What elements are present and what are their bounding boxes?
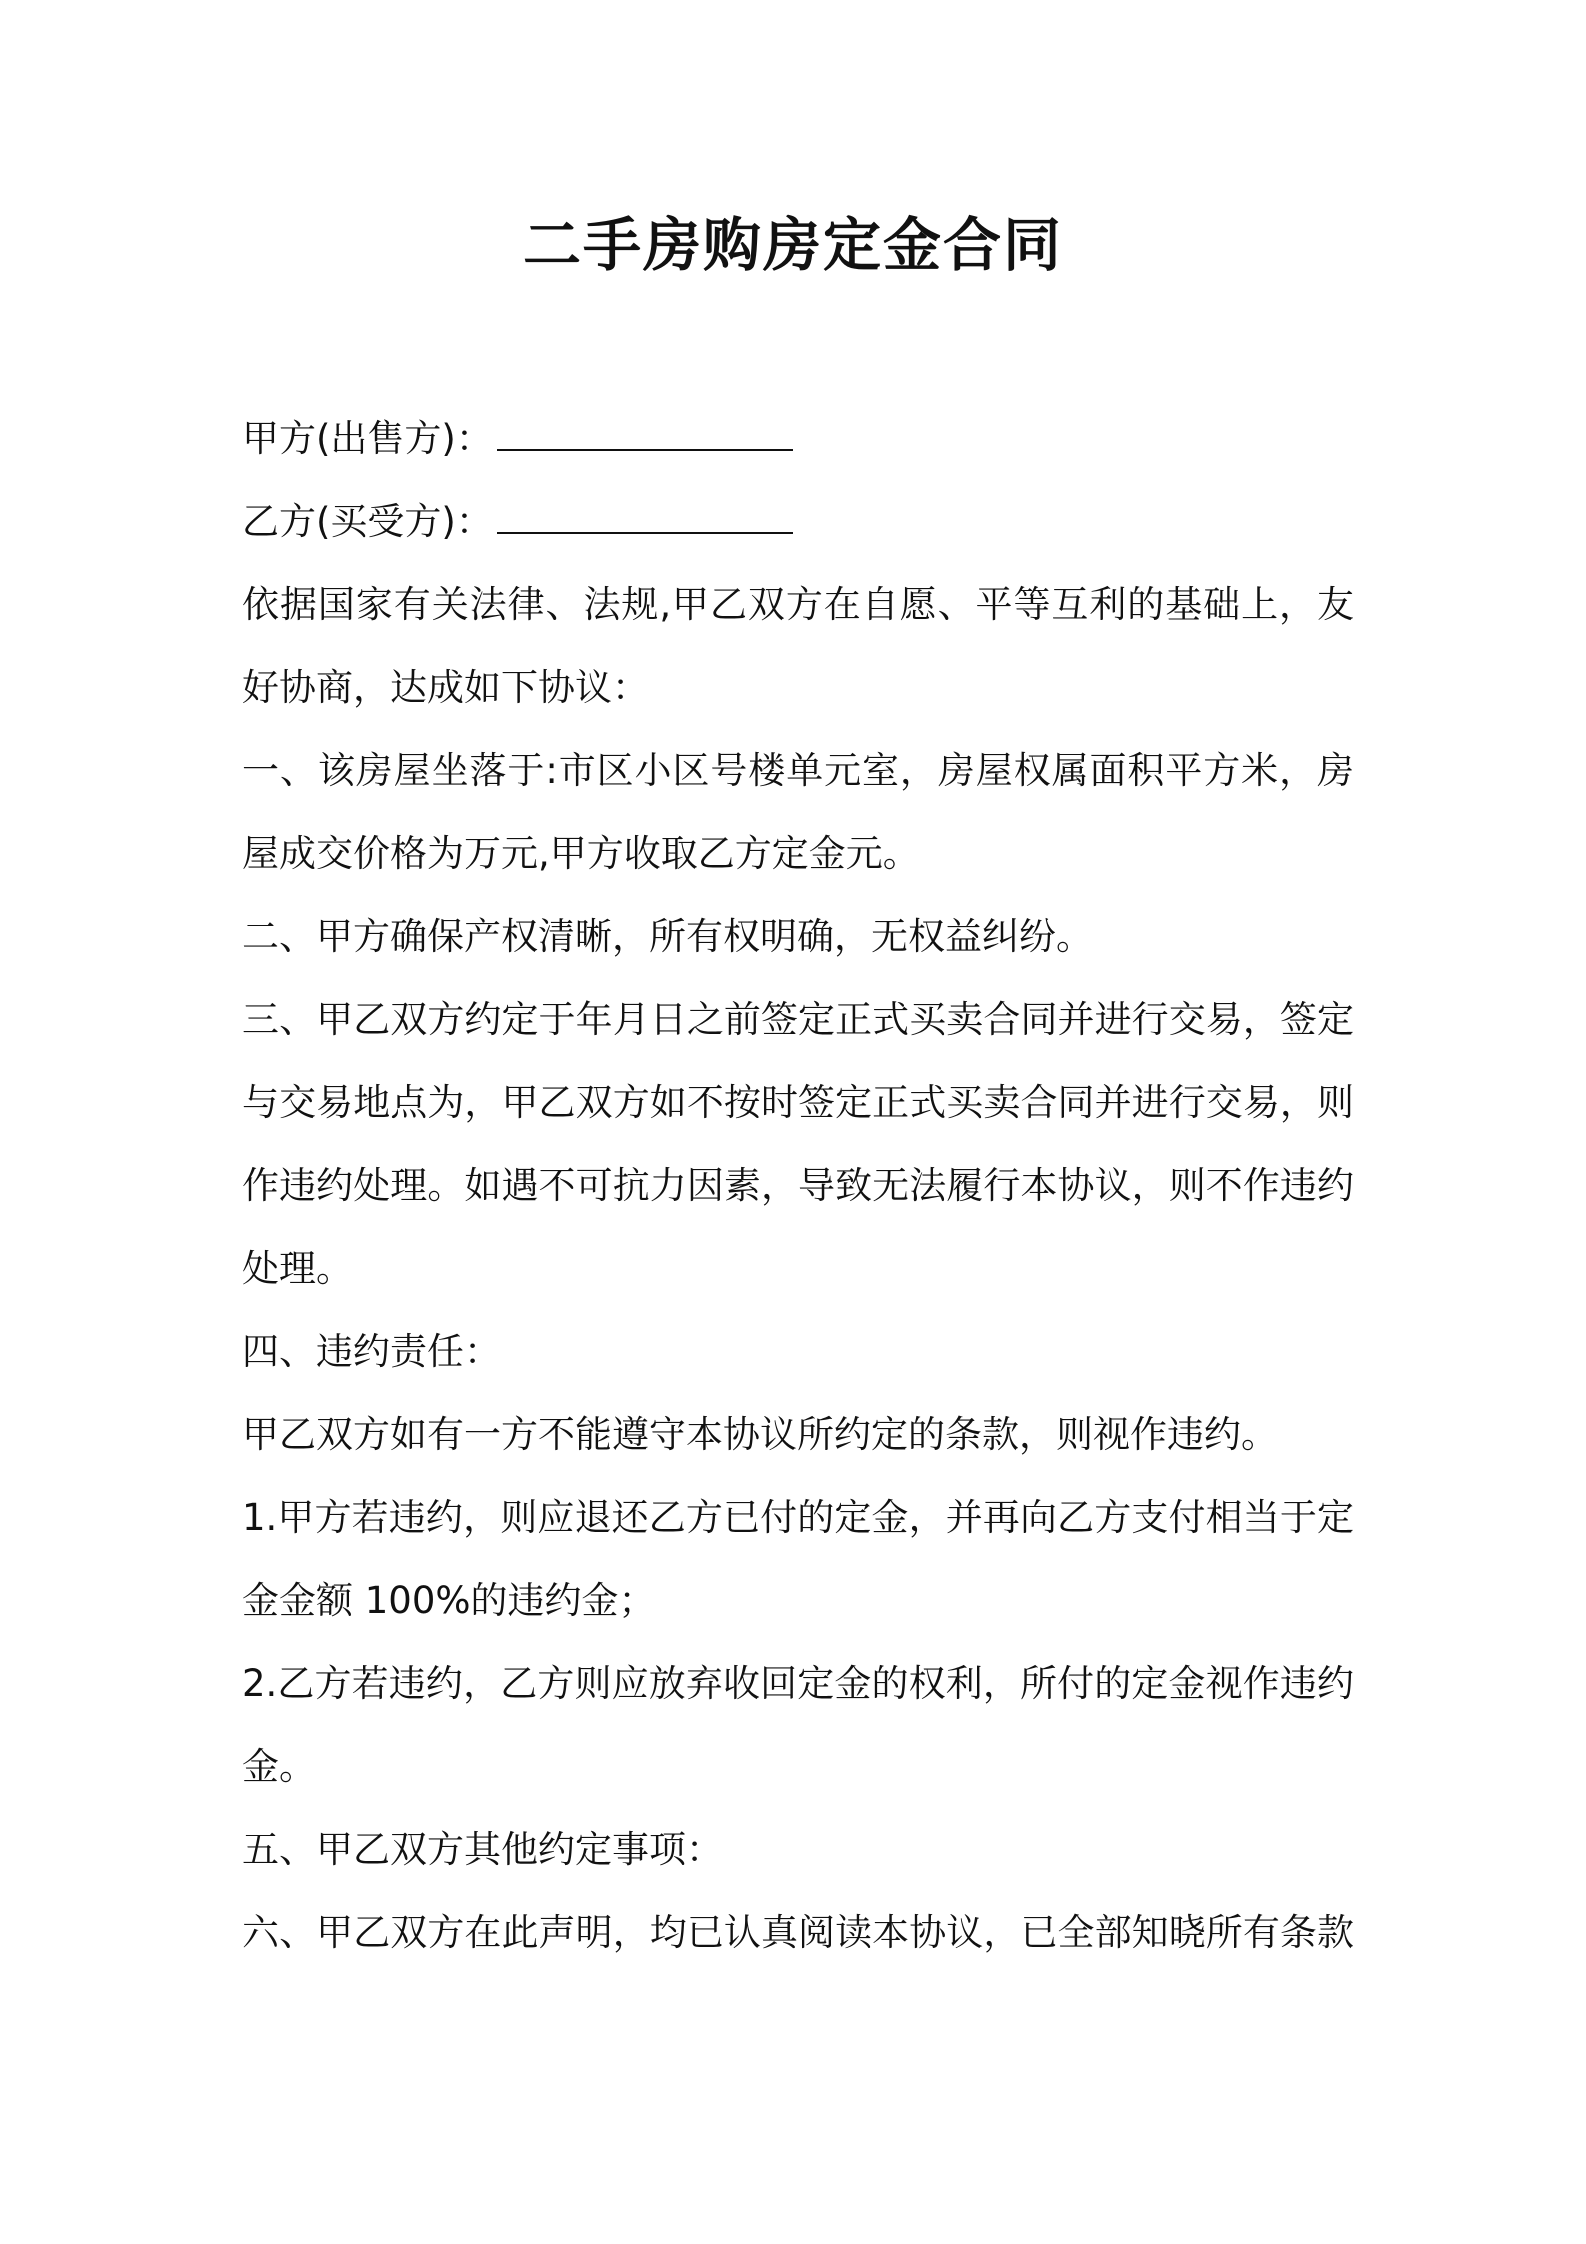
party-b-line [242,480,1354,563]
paragraph-line: 六、甲乙双方在此声明，均已认真阅读本协议，已全部知晓所有条款 [242,1911,1354,1954]
paragraph-line: 与交易地点为，甲乙双方如不按时签定正式买卖合同并进行交易，则 [242,1081,1354,1124]
paragraph-line: 一、该房屋坐落于:市区小区号楼单元室，房屋权属面积平方米，房 [242,749,1354,792]
section-heading: 五、甲乙双方其他约定事项： [242,1828,723,1871]
party-b-blank-field[interactable] [497,498,793,534]
paragraph-line: 金金额 100%的违约金； [242,1579,656,1622]
paragraph-line: 处理。 [242,1247,353,1290]
paragraph-line: 二、甲方确保产权清晰，所有权明确，无权益纠纷。 [242,915,1093,958]
paragraph-line: 甲乙双方如有一方不能遵守本协议所约定的条款，则视作违约。 [242,1413,1278,1456]
party-a-line [242,397,1354,480]
paragraph-line: 1.甲方若违约，则应退还乙方已付的定金，并再向乙方支付相当于定 [242,1496,1354,1539]
paragraph-line: 金。 [242,1745,316,1788]
paragraph-line: 三、甲乙双方约定于年月日之前签定正式买卖合同并进行交易，签定 [242,998,1354,1041]
party-b-label: 乙方(买受方)： [242,500,493,543]
document-title: 二手房购房定金合同 [522,211,1063,279]
paragraph-line: 2.乙方若违约，乙方则应放弃收回定金的权利，所付的定金视作违约 [242,1662,1354,1705]
paragraph-line: 作违约处理。如遇不可抗力因素，导致无法履行本协议，则不作违约 [242,1164,1354,1207]
paragraph-line: 屋成交价格为万元,甲方收取乙方定金元。 [242,832,920,875]
party-a-blank-field[interactable] [497,415,793,451]
paragraph-line: 好协商，达成如下协议： [242,666,649,709]
party-a-label: 甲方(出售方)： [242,417,493,460]
paragraph-line: 依据国家有关法律、法规,甲乙双方在自愿、平等互利的基础上，友 [242,583,1354,626]
document-body [242,397,1354,1974]
section-heading: 四、违约责任： [242,1330,501,1373]
